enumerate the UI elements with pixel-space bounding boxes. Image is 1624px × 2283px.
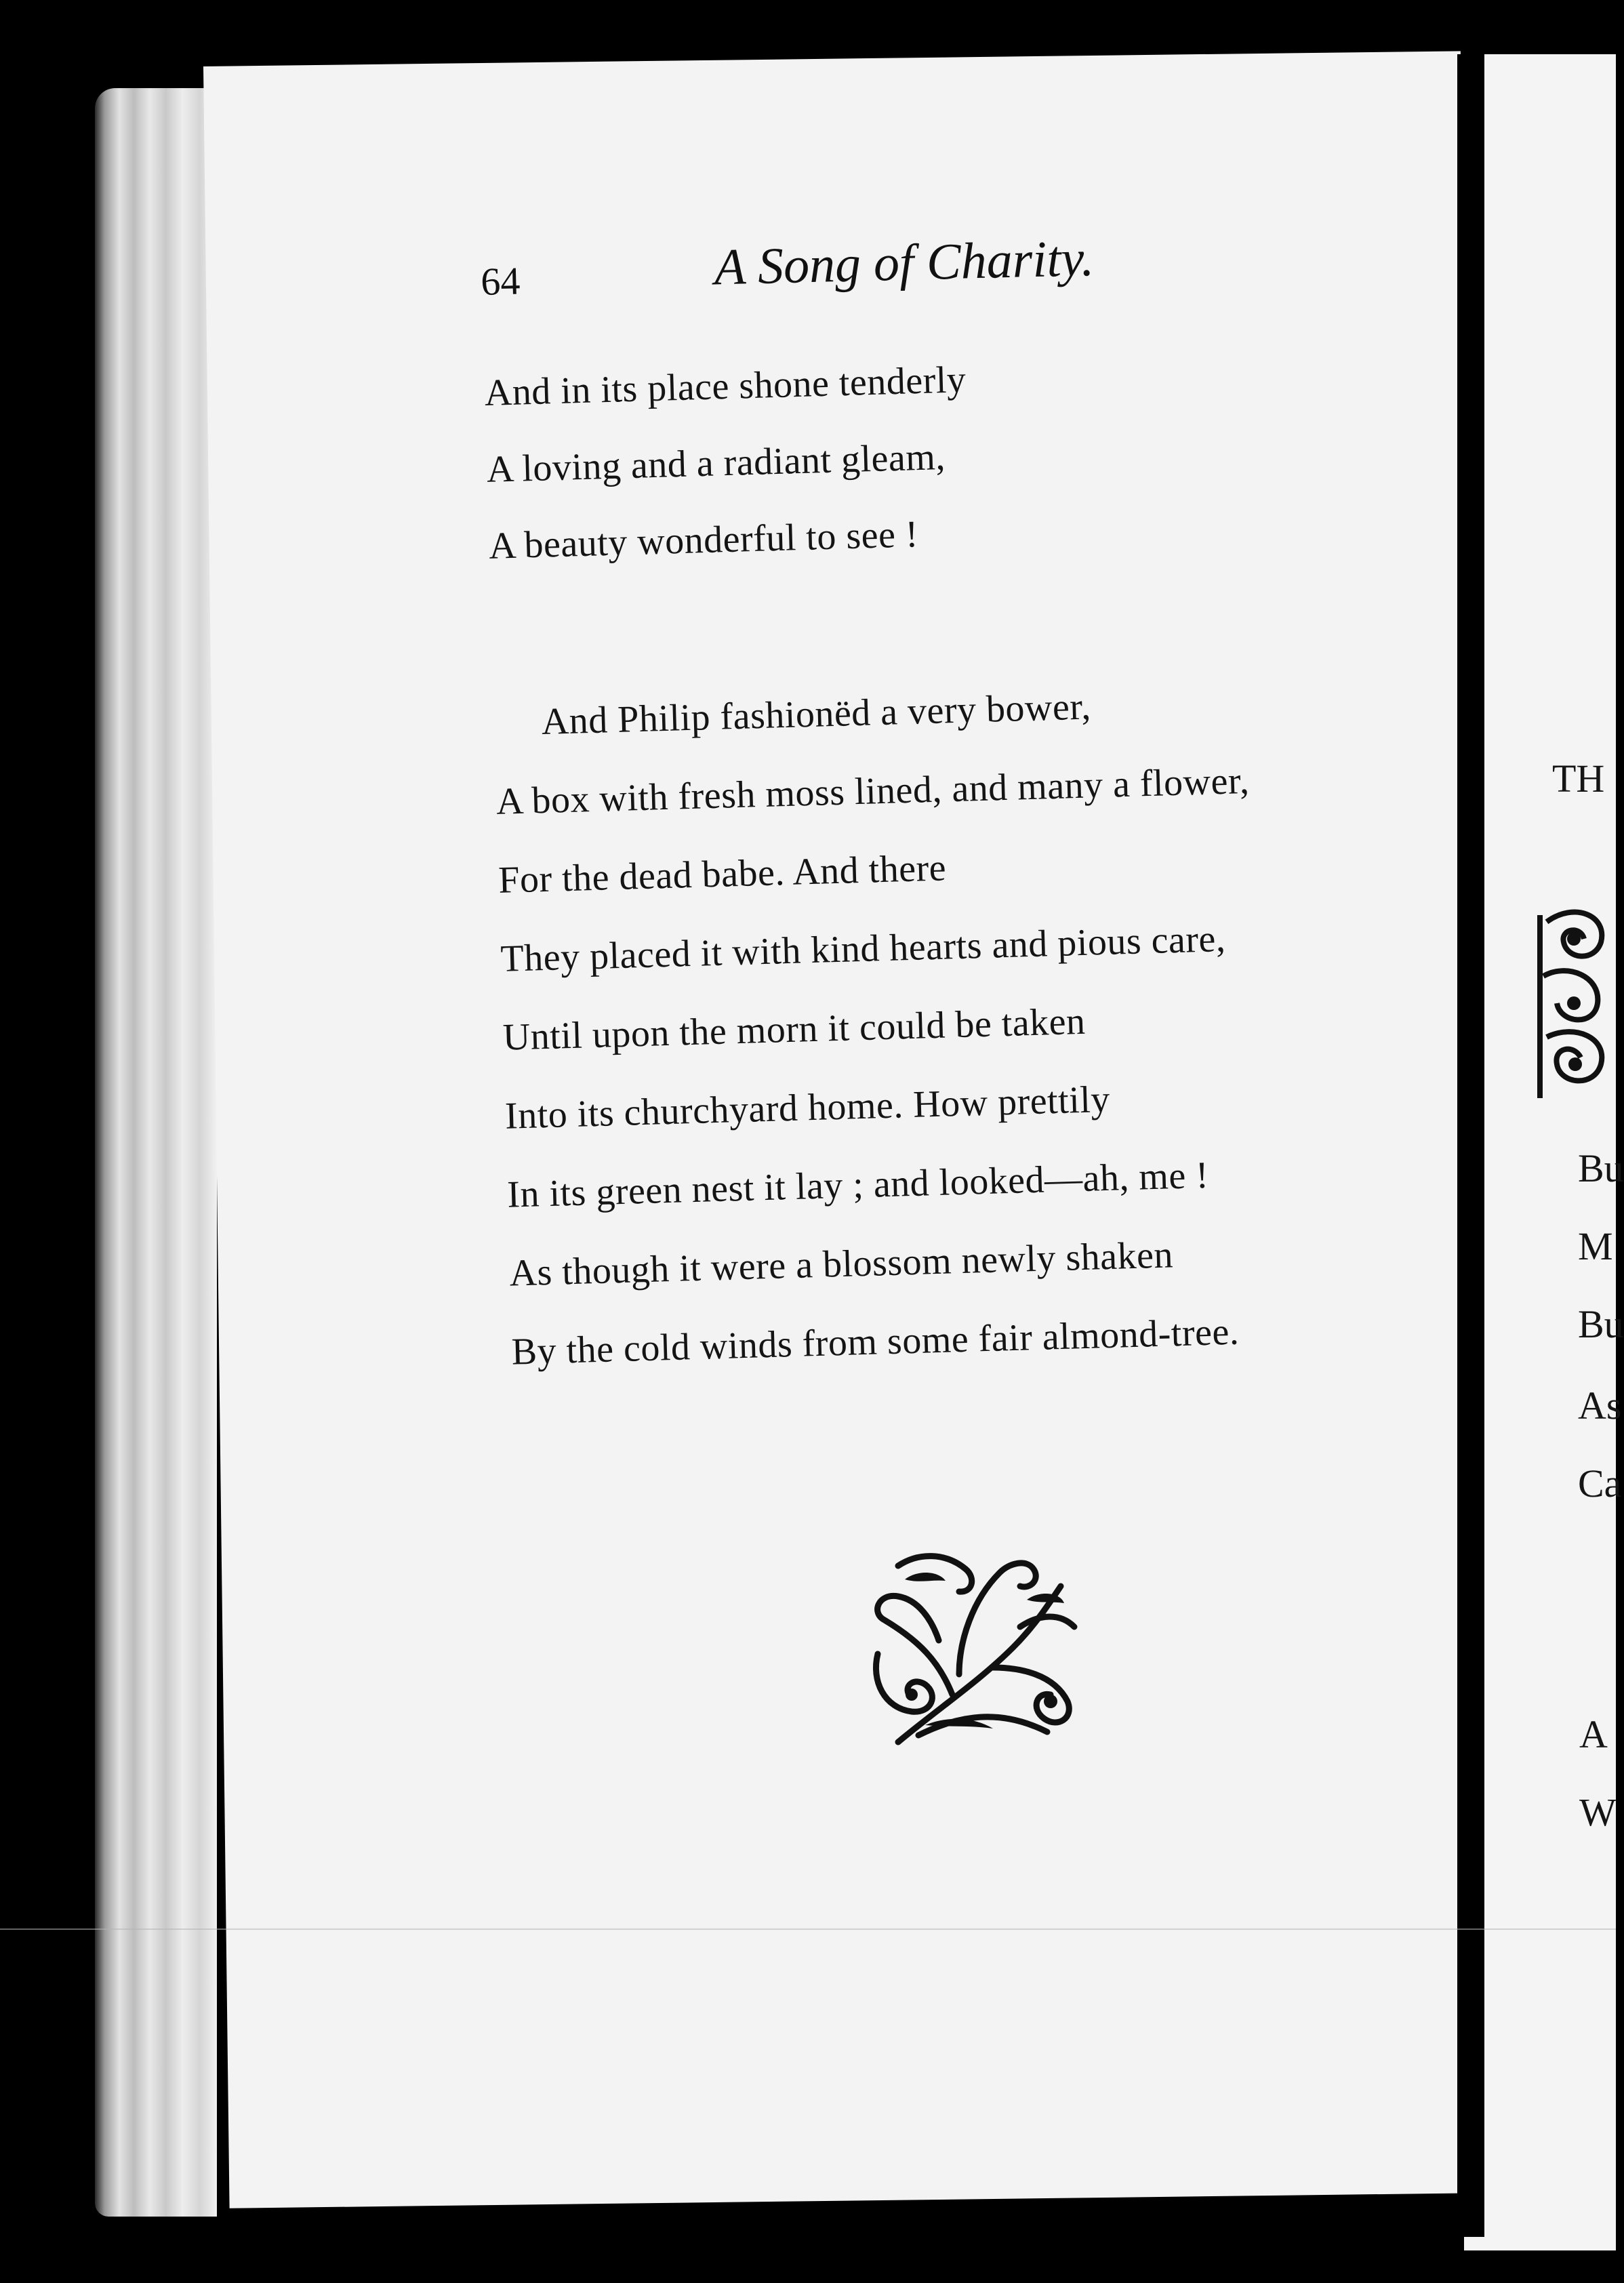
verse-line: By the cold winds from some fair almond-tree.: [510, 1310, 1240, 1373]
right-page-fragment: Bu: [1578, 1146, 1624, 1190]
right-page-fragment: Bu: [1578, 1302, 1624, 1346]
right-page-fragment: As: [1578, 1383, 1622, 1428]
verse-line: For the dead babe. And there: [498, 847, 947, 902]
running-title: A Song of Charity.: [713, 229, 1095, 296]
floral-tailpiece-icon: [857, 1539, 1088, 1756]
page-edges: [95, 88, 217, 2217]
verse-line: In its green nest it lay ; and looked—ah, me !: [506, 1154, 1210, 1216]
verse-line: A beauty wonderful to see !: [488, 513, 919, 567]
verse-line: A loving and a radiant gleam,: [486, 436, 946, 491]
book-gutter: [1457, 54, 1484, 2237]
right-page-fragment: TH: [1552, 756, 1605, 801]
page-number: 64: [480, 258, 521, 304]
verse-line: Into its churchyard home. How prettily: [504, 1078, 1111, 1137]
right-page-fragment: Ca: [1578, 1461, 1622, 1506]
ornamental-initial-icon: [1533, 902, 1616, 1105]
right-page-fragment: M: [1578, 1224, 1613, 1268]
verse-line: They placed it with kind hearts and pious care,: [500, 917, 1227, 980]
verse-line: As though it were a blossom newly shaken: [508, 1234, 1174, 1295]
verse-line: And Philip fashionëd a very bower,: [541, 685, 1092, 744]
verse-line: Until upon the morn it could be taken: [502, 1000, 1087, 1059]
verse-line: And in its place shone tenderly: [484, 359, 967, 414]
scan-artifact-line: [0, 1928, 1616, 1930]
right-page-fragment: W: [1579, 1790, 1617, 1834]
verse-line: A box with fresh moss lined, and many a flower,: [495, 759, 1251, 823]
right-page-fragment: A: [1579, 1712, 1608, 1756]
